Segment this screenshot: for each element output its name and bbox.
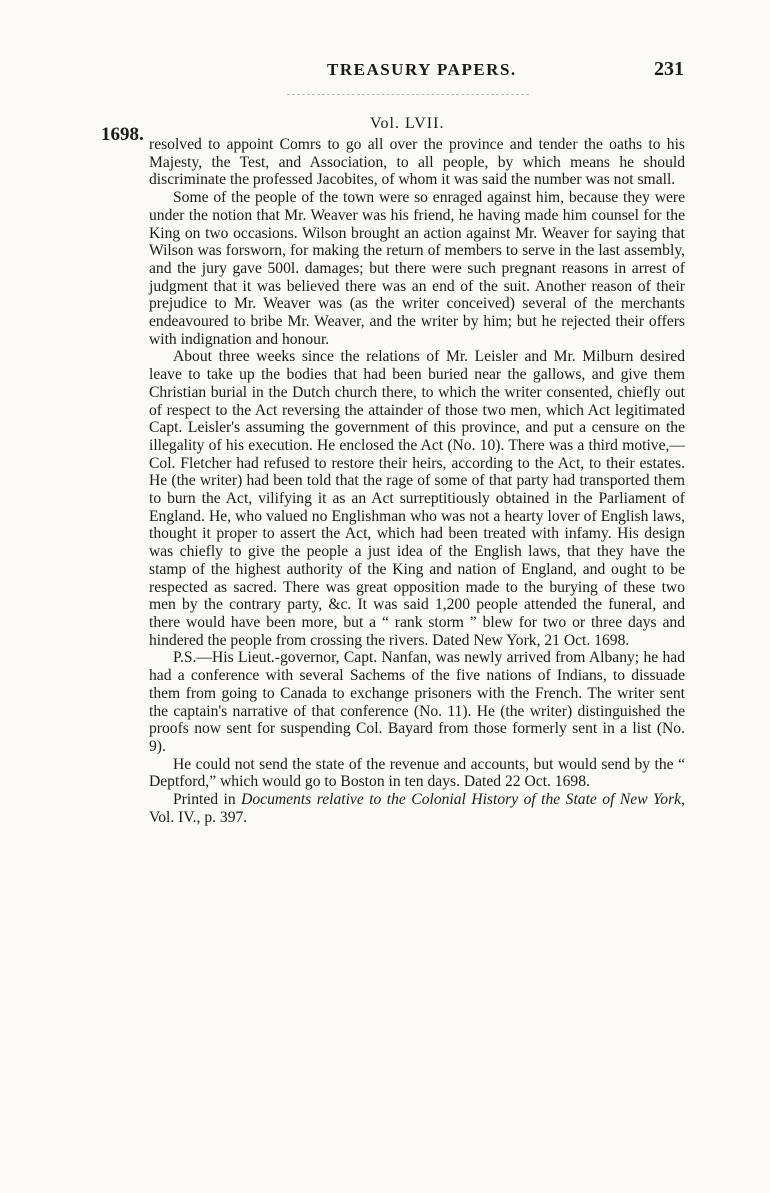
citation-suffix: , Vol. IV., p. 397.	[149, 791, 685, 826]
paragraph: Some of the people of the town were so enraged against him, because they were under the notion that Mr. Weaver was his friend, he having made him counsel for the King on two occasions. Wilson brought an action against Mr. Weaver for saying that Wilson was forsworn, for making the return of members to serve in the last assembly, and the jury gave 500l. damages; but there were such pregnant reasons in arrest of judgment that it was believed there was an end of the suit. Another reason of their prejudice to Mr. Weaver was (as the writer conceived) several of the merchants endeavoured to bribe Mr. Weaver, and the writer by him; but he rejected their offers with indignation and honour.	[149, 189, 685, 348]
paragraph: He could not send the state of the revenue and accounts, but would send by the “ Deptford,” which would go to Boston in ten days. Dated 22 Oct. 1698.	[149, 755, 685, 791]
margin-year: 1698.	[101, 124, 144, 145]
running-head-title: TREASURY PAPERS.	[327, 60, 517, 79]
page-number: 231	[654, 58, 684, 80]
citation-title: Documents relative to the Colonial History of the State of New York	[241, 791, 682, 809]
citation	[149, 791, 685, 826]
paragraph: resolved to appoint Comrs to go all over the province and tender the oaths to his Majesty, the Test, and Association, to all people, by which means he should discriminate the professed Jacobites, of whom it was said the number was not small.	[149, 136, 685, 189]
paragraph: About three weeks since the relations of Mr. Leisler and Mr. Milburn desired leave to take up the bodies that had been buried near the gallows, and give them Christian burial in the Dutch church there, to which the writer consented, chiefly out of respect to the Act reversing the attainder of those two men, which Act legitimated Capt. Leisler's assuming the government of this province, and put a censure on the illegality of his execution. He enclosed the Act (No. 10). There was a third motive,—Col. Fletcher had refused to restore their heirs, according to the Act, to their estates. He (the writer) had been told that the rage of some of that party had transported them to burn the Act, vilifying it as an Act surreptitiously obtained in the Parliament of England. He, who valued no Englishman who was not a hearty lover of English laws, thought it proper to assert the Act, which had been treated with infamy. His design was chiefly to give the people a just idea of the English laws, that they have the stamp of the highest authority of the King and nation of England, and ought to be respected as sacred. There was great opposition made to the burying of these two men by the contrary party, &c. It was said 1,200 people attended the funeral, and there would have been more, but a “ rank storm ” blew for two or three days and hindered the people from crossing the rivers. Dated New York, 21 Oct. 1698.	[149, 348, 685, 649]
citation-prefix: Printed in	[173, 791, 242, 809]
volume-heading: Vol. LVII.	[370, 115, 445, 132]
header-rule	[287, 94, 529, 95]
running-head	[0, 60, 770, 84]
paragraph: P.S.—His Lieut.-governor, Capt. Nanfan, was newly arrived from Albany; he had had a conference with several Sachems of the five nations of Indians, to dissuade them from going to Canada to exchange prisoners with the French. The writer sent the captain's narrative of that conference (No. 11). He (the writer) distinguished the proofs now sent for suspending Col. Bayard from those formerly sent in a list (No. 9).	[149, 649, 685, 755]
body-text	[149, 136, 685, 826]
